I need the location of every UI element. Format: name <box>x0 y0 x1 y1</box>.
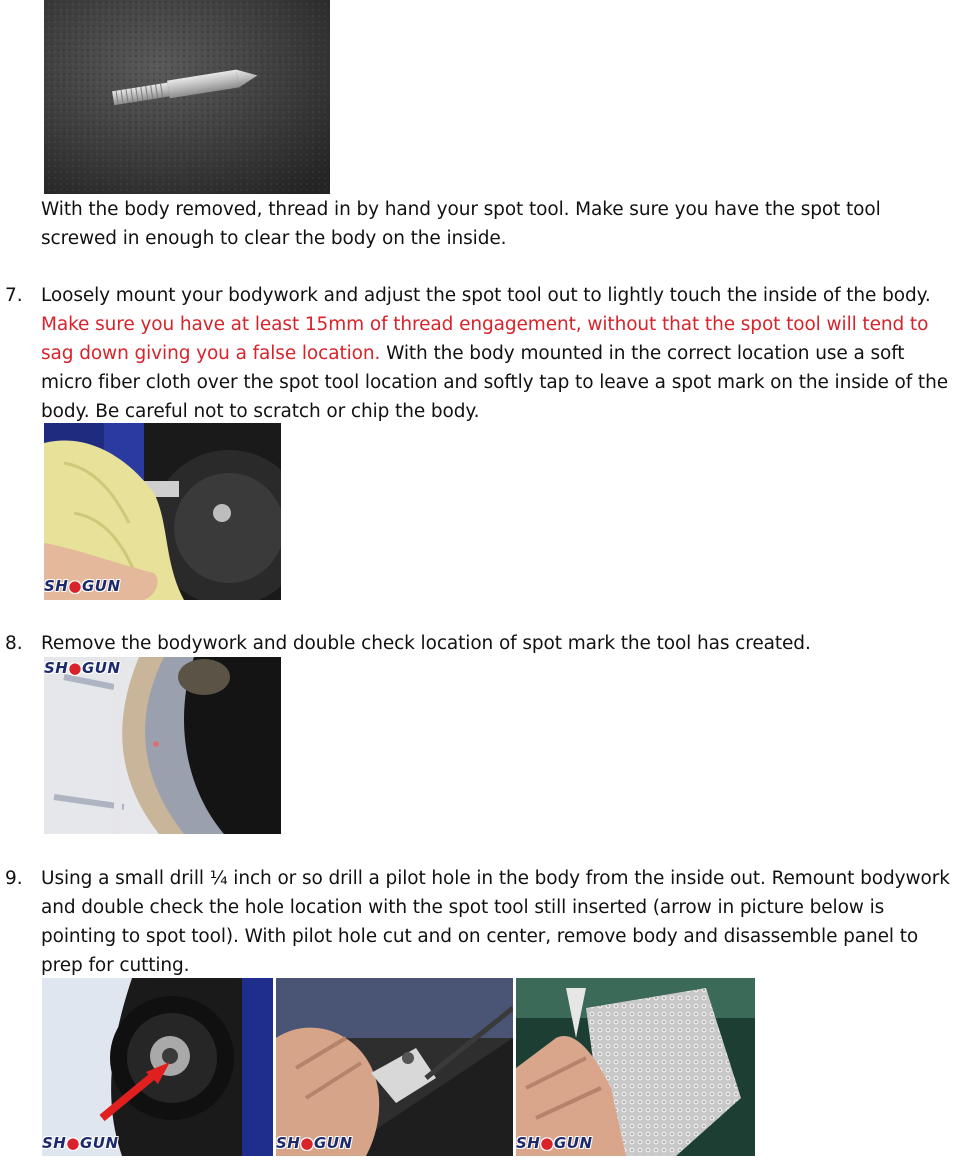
pilot-hole-photo <box>42 978 273 1156</box>
step8-text: Remove the bodywork and double check location of spot mark the tool has created. <box>41 633 811 654</box>
shogun-logo: SH●GUN <box>44 659 121 677</box>
step9-text: Using a small drill ¼ inch or so drill a pilot hole in the body from the inside out. Remount bodywork and double check the hole location with the spot tool still inserted (arrow in picture below is pointing to spot tool). With pilot hole cut and on center, remove body and disassemble panel to prep for cutting. <box>41 868 950 976</box>
shogun-logo: SH●GUN <box>516 1134 593 1152</box>
cloth-tap-photo <box>44 423 281 600</box>
shogun-logo: SH●GUN <box>44 577 121 595</box>
step7-warning: Make sure you have at least 15mm of thread engagement, without that the spot tool will tend to sag down giving you a false location. <box>41 314 929 364</box>
spot-tool-photo <box>44 0 330 194</box>
step7-text <box>41 281 953 426</box>
spot-mark-photo <box>44 657 281 834</box>
shogun-logo: SH●GUN <box>276 1134 353 1152</box>
step6-text <box>41 195 931 253</box>
foil-panel-photo <box>516 978 755 1156</box>
step7-text-part1: Loosely mount your bodywork and adjust the spot tool out to lightly touch the inside of the body. <box>41 285 931 306</box>
step8-number: 8. <box>5 633 23 654</box>
step7-number: 7. <box>5 285 23 306</box>
step7-text-part2: With the body mounted in the correct location use a soft micro fiber cloth over the spot tool location and softly tap to leave a spot mark on the inside of the body. Be careful not to scratch or chip the body. <box>41 343 948 422</box>
cutting-tool-photo <box>276 978 513 1156</box>
shogun-logo: SH●GUN <box>42 1134 119 1152</box>
step6-body: With the body removed, thread in by hand your spot tool. Make sure you have the spot tool screwed in enough to clear the body on the inside. <box>41 199 881 249</box>
step9-number: 9. <box>5 868 23 889</box>
